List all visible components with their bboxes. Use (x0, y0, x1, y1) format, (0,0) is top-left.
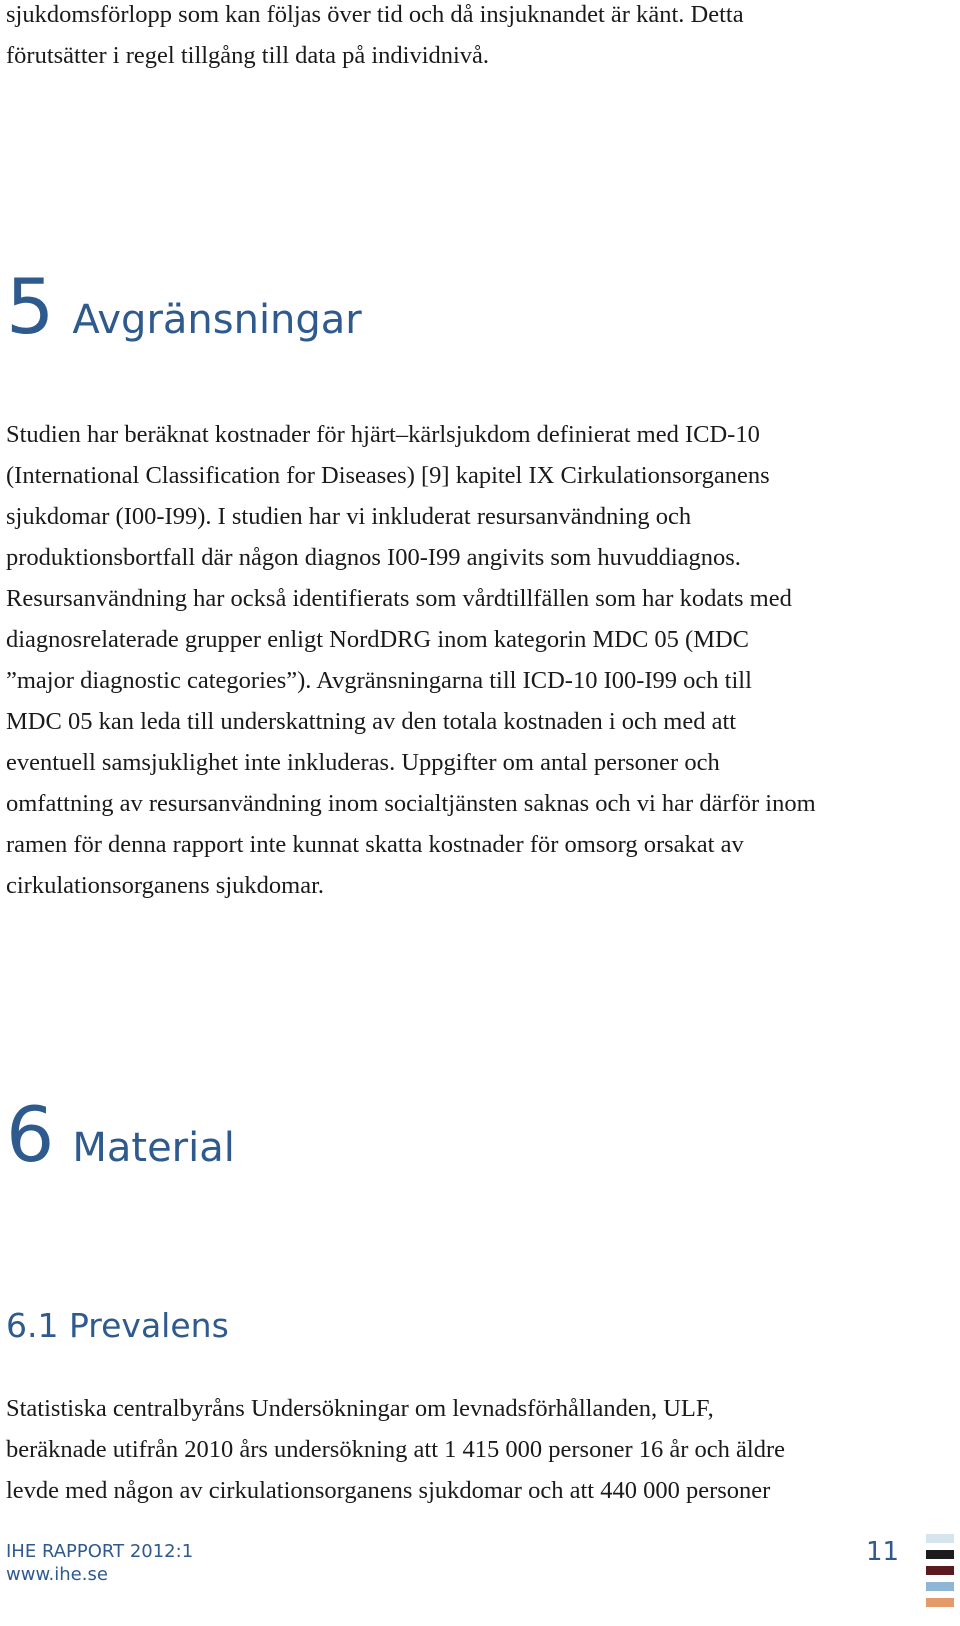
text-line: förutsätter i regel tillgång till data på individnivå. (6, 42, 490, 69)
chapter-heading-6 (6, 1090, 235, 1179)
text-line: Studien har beräknat kostnader för hjärt–kärlsjukdom definierat med ICD-10 (6, 421, 760, 448)
text-line: diagnosrelaterade grupper enligt NordDRG inom kategorin MDC 05 (MDC (6, 626, 750, 653)
text-line: omfattning av resursanvändning inom socialtjänsten saknas och vi har därför inom (6, 790, 816, 817)
prevalens-paragraph (6, 1388, 916, 1511)
report-id: IHE RAPPORT 2012:1 (6, 1541, 194, 1562)
text-line: ramen för denna rapport inte kunnat skatta kostnader för omsorg orsakat av (6, 831, 744, 858)
website-link[interactable]: www.ihe.se (6, 1564, 108, 1585)
brand-stripe (926, 1566, 954, 1575)
text-line: beräknade utifrån 2010 års undersökning att 1 415 000 personer 16 år och äldre (6, 1436, 785, 1463)
limits-paragraph (6, 414, 916, 906)
brand-stripe (926, 1550, 954, 1559)
text-line: Resursanvändning har också identifierats som vårdtillfällen som har kodats med (6, 585, 792, 612)
page-number: 11 (866, 1537, 900, 1567)
section-heading-6-1: 6.1 Prevalens (6, 1306, 229, 1345)
chapter-number: 5 (6, 262, 55, 351)
brand-stripe (926, 1598, 954, 1607)
brand-stripe (926, 1534, 954, 1543)
text-line: sjukdomar (I00-I99). I studien har vi inkluderat resursanvändning och (6, 503, 692, 530)
text-line: MDC 05 kan leda till underskattning av den totala kostnaden i och med att (6, 708, 737, 735)
brand-stripes-logo (926, 1534, 954, 1614)
chapter-title: Material (72, 1125, 235, 1171)
brand-stripe (926, 1582, 954, 1591)
text-line: levde med någon av cirkulationsorganens sjukdomar och att 440 000 personer (6, 1477, 771, 1504)
intro-paragraph (6, 0, 916, 76)
text-line: eventuell samsjuklighet inte inkluderas. Uppgifter om antal personer och (6, 749, 720, 776)
chapter-title: Avgränsningar (72, 297, 362, 343)
text-line: sjukdomsförlopp som kan följas över tid och då insjuknandet är känt. Detta (6, 1, 744, 28)
text-line: produktionsbortfall där någon diagnos I00-I99 angivits som huvuddiagnos. (6, 544, 741, 571)
text-line: ”major diagnostic categories”). Avgränsningarna till ICD-10 I00-I99 och till (6, 667, 752, 694)
chapter-heading-5 (6, 262, 362, 351)
text-line: Statistiska centralbyråns Undersökningar om levnadsförhållanden, ULF, (6, 1395, 714, 1422)
chapter-number: 6 (6, 1090, 55, 1179)
footer (6, 1540, 193, 1586)
text-line: (International Classification for Diseases) [9] kapitel IX Cirkulationsorganens (6, 462, 770, 489)
text-line: cirkulationsorganens sjukdomar. (6, 872, 324, 899)
